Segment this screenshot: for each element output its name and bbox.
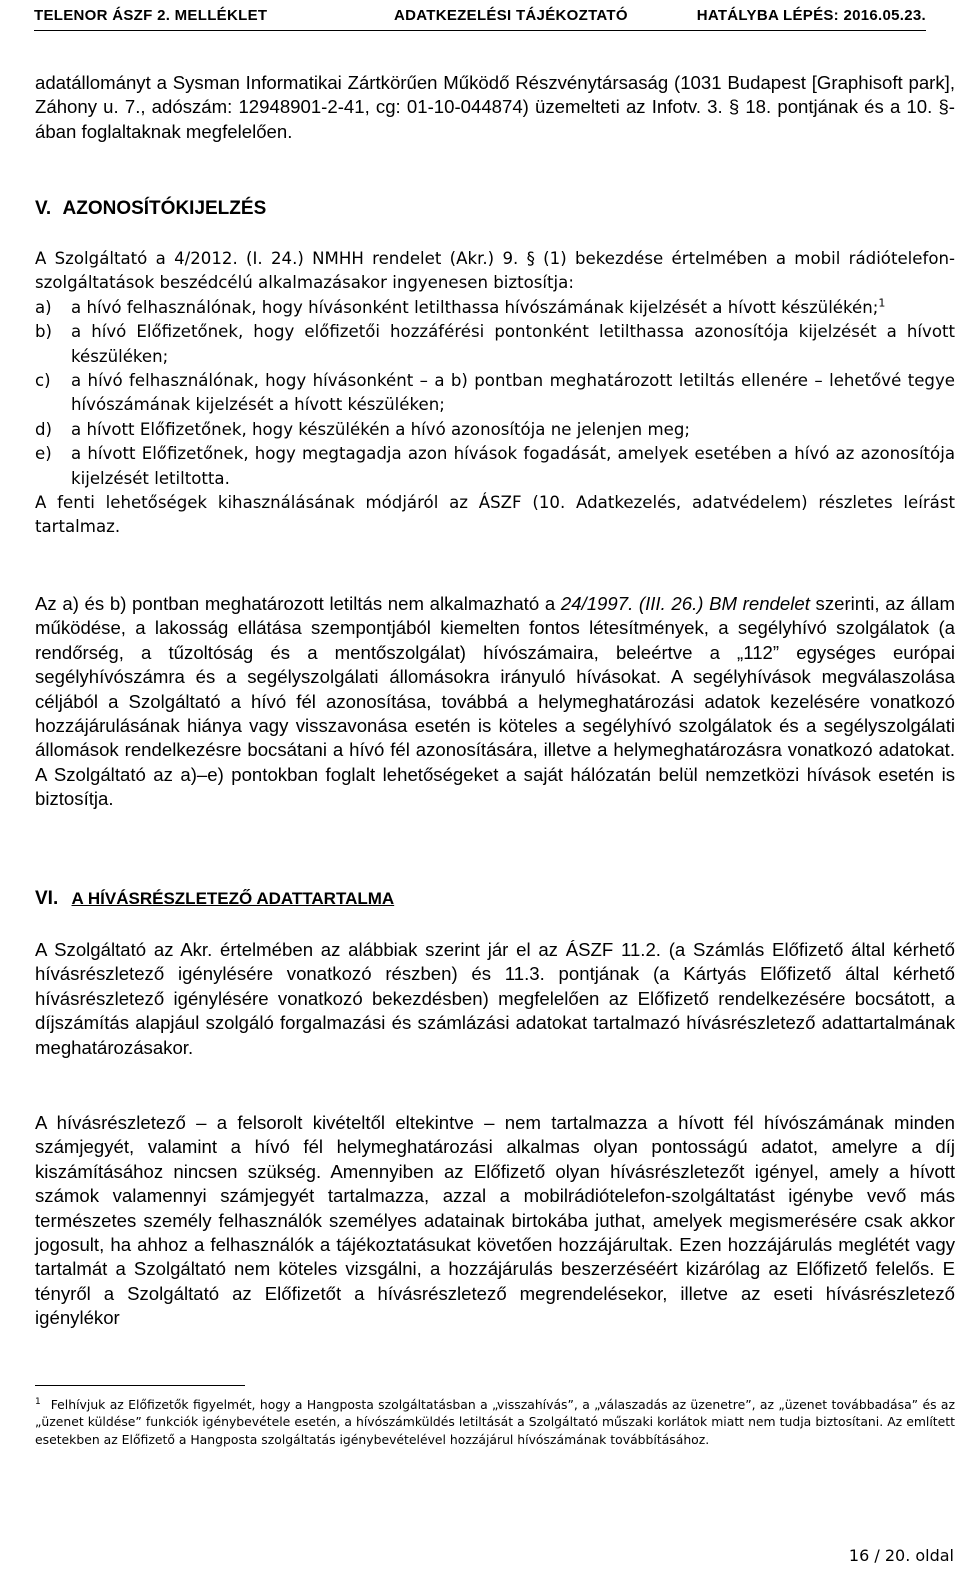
footnote-number: 1 bbox=[35, 1396, 41, 1407]
list-item-text: a hívó felhasználónak, hogy hívásonként letilthassa hívószámának kijelzését a hívott készülékén; bbox=[71, 297, 879, 317]
list-item bbox=[35, 369, 955, 418]
section-5-paragraph-2 bbox=[35, 592, 955, 812]
p2-rest: szerinti, az állam működése, a lakosság ellátása szempontjából kiemelten fontos létesítmények, a segélyhívó szolgálatok (a rendőrség, a tűzoltóság és a mentőszolgálat) hívószámaira, beleértve a „112” egységes európai segélyhívószámra és a segélyszolgálati állomásokra irányuló hívásokat. A segélyhívások megválaszolása céljából a Szolgáltató a hívó fél azonosítása, továbbá a helymeghatározási adatok kezelésére vonatkozó hozzájárulásának hiánya vagy visszavonása esetén is köteles a segélyhívó szolgálatok és a segélyszolgálati állomások rendelkezésre bocsátani a hívó fél azonosítására, illetve a helymeghatározásra vonatkozó adatokat. A Szolgáltató az a)–e) pontokban foglalt lehetőségeket a saját hálózatán belül nemzetközi hívások esetén is biztosítja. bbox=[35, 593, 955, 810]
list-item-label: a) bbox=[35, 297, 52, 317]
header-right: HATÁLYBA LÉPÉS: 2016.05.23. bbox=[696, 7, 926, 24]
list-item-text: a hívott Előfizetőnek, hogy készülékén a hívó azonosítója ne jelenjen meg; bbox=[71, 419, 690, 439]
section-6-paragraph-1: A Szolgáltató az Akr. értelmében az alábbiak szerint jár el az ÁSZF 11.2. (a Számlás Előfizető által kérhető hívásrészletező igénylésére vonatkozó részben) és 11.3. pontjának (a Kártyás Előfizető által kérhető hívásrészletező igénylésére vonatkozó bekezdésben) megfelelően az Előfizető rendelkezésére bocsátott, a díjszámítás alapjául szolgáló forgalmazási és számlázási adatokat tartalmazó hívásrészletező adattartalmának meghatározásakor. bbox=[35, 939, 955, 1058]
list-item-label: b) bbox=[35, 322, 53, 342]
section-6-heading bbox=[35, 888, 394, 910]
intro-paragraph: adatállományt a Sysman Informatikai Zártkörűen Működő Részvénytársaság (1031 Budapest [Graphisoft park], Záhony u. 7., adószám: 12948901-2-41, cg: 01-10-044874) üzemelteti az Infotv. 3. § 18. pontjának és a 10. §-ában foglaltaknak megfelelően. bbox=[35, 72, 955, 142]
footnote-divider bbox=[35, 1385, 245, 1386]
list-item bbox=[35, 296, 955, 320]
list-item-text: a hívott Előfizetőnek, hogy megtagadja azon hívások fogadását, amelyek esetében a hívó az azonosítója kijelzését letiltotta. bbox=[71, 444, 955, 488]
section-5-after-list: A fenti lehetőségek kihasználásának módjáról az ÁSZF (10. Adatkezelés, adatvédelem) részletes leírást tartalmaz. bbox=[35, 493, 955, 537]
section-6-title: A HÍVÁSRÉSZLETEZŐ ADATTARTALMA bbox=[71, 889, 395, 908]
list-item bbox=[35, 320, 955, 369]
p2-start: Az a) és b) pontban meghatározott letiltás nem alkalmazható a bbox=[35, 593, 561, 614]
section-5-list bbox=[35, 296, 955, 491]
list-item-label: d) bbox=[35, 419, 53, 439]
section-5-number: V. bbox=[35, 198, 52, 219]
list-item bbox=[35, 418, 955, 442]
section-6-number: VI. bbox=[35, 888, 59, 909]
footnote-text: Felhívjuk az Előfizetők figyelmét, hogy a Hangposta szolgáltatásban a „visszahívás”, a „válaszadás az üzenetre”, az „üzenet továbbadása” és az „üzenet küldése” funkciók igénybevétele esetén, a hívószámküldés letiltását a Szolgáltató műszaki korlátok miatt nem tudja biztosítani. Az említett esetekben az Előfizető a Hangposta szolgáltatás igénybevételével hozzájárul hívószámának továbbításához. bbox=[35, 1397, 955, 1447]
section-5-body bbox=[35, 247, 955, 540]
list-item-label: e) bbox=[35, 444, 52, 464]
section-5-title: AZONOSÍTÓKIJELZÉS bbox=[62, 198, 267, 219]
intro-block bbox=[35, 71, 955, 144]
header-middle: ADATKEZELÉSI TÁJÉKOZTATÓ bbox=[394, 7, 628, 24]
footnote-ref: 1 bbox=[878, 296, 886, 310]
list-item-text: a hívó Előfizetőnek, hogy előfizetői hozzáférési pontonként letilthassa azonosítója kijelzését a hívott készüléken; bbox=[71, 322, 955, 366]
page-number: 16 / 20. oldal bbox=[848, 1546, 954, 1565]
footnote bbox=[35, 1396, 955, 1448]
list-item-text: a hívó felhasználónak, hogy hívásonként – a b) pontban meghatározott letiltás ellenére – lehetővé tegye hívószámának kijelzését a hívott készüléken; bbox=[71, 371, 955, 415]
regulation-reference: 24/1997. (III. 26.) BM rendelet bbox=[560, 593, 810, 614]
section-6-paragraph-2: A hívásrészletező – a felsorolt kivételtől eltekintve – nem tartalmazza a hívott fél hívószámának minden számjegyét, valamint a hívó fél helymeghatározási alkalmas olyan pontosságú adatot, amelyre a díj kiszámításához nincsen szükség. Amennyiben az Előfizető olyan hívásrészletezőt igényel, amely a hívott számok valamennyi számjegyét tartalmazza, azzal a mobilrádiótelefon-szolgáltatást igénybe vevő más természetes személy felhasználók személyes adatainak birtokába juthat, amelyek megismerésére csak akkor jogosult, ha ahhoz a felhasználók a tájékoztatásukat követően hozzájárultak. Ezen hozzájárulás meglétét vagy tartalmát a Szolgáltató nem köteles vizsgálni, a hozzájárulás beszerzéséért kizárólag az Előfizető felelős. E tényről a Szolgáltató az Előfizetőt a hívásrészletező megrendelésekor, illetve az eseti hívásrészletező igénylékor bbox=[35, 1112, 955, 1329]
header-left: TELENOR ÁSZF 2. MELLÉKLET bbox=[34, 7, 268, 24]
page-header bbox=[34, 4, 926, 31]
section-5-lead: A Szolgáltató a 4/2012. (I. 24.) NMHH rendelet (Akr.) 9. § (1) bekezdése értelmében a mobil rádiótelefon-szolgáltatások beszédcélú alkalmazásakor ingyenesen biztosítja: bbox=[35, 249, 955, 293]
list-item bbox=[35, 442, 955, 491]
list-item-label: c) bbox=[35, 371, 51, 391]
section-5-heading bbox=[35, 198, 266, 220]
